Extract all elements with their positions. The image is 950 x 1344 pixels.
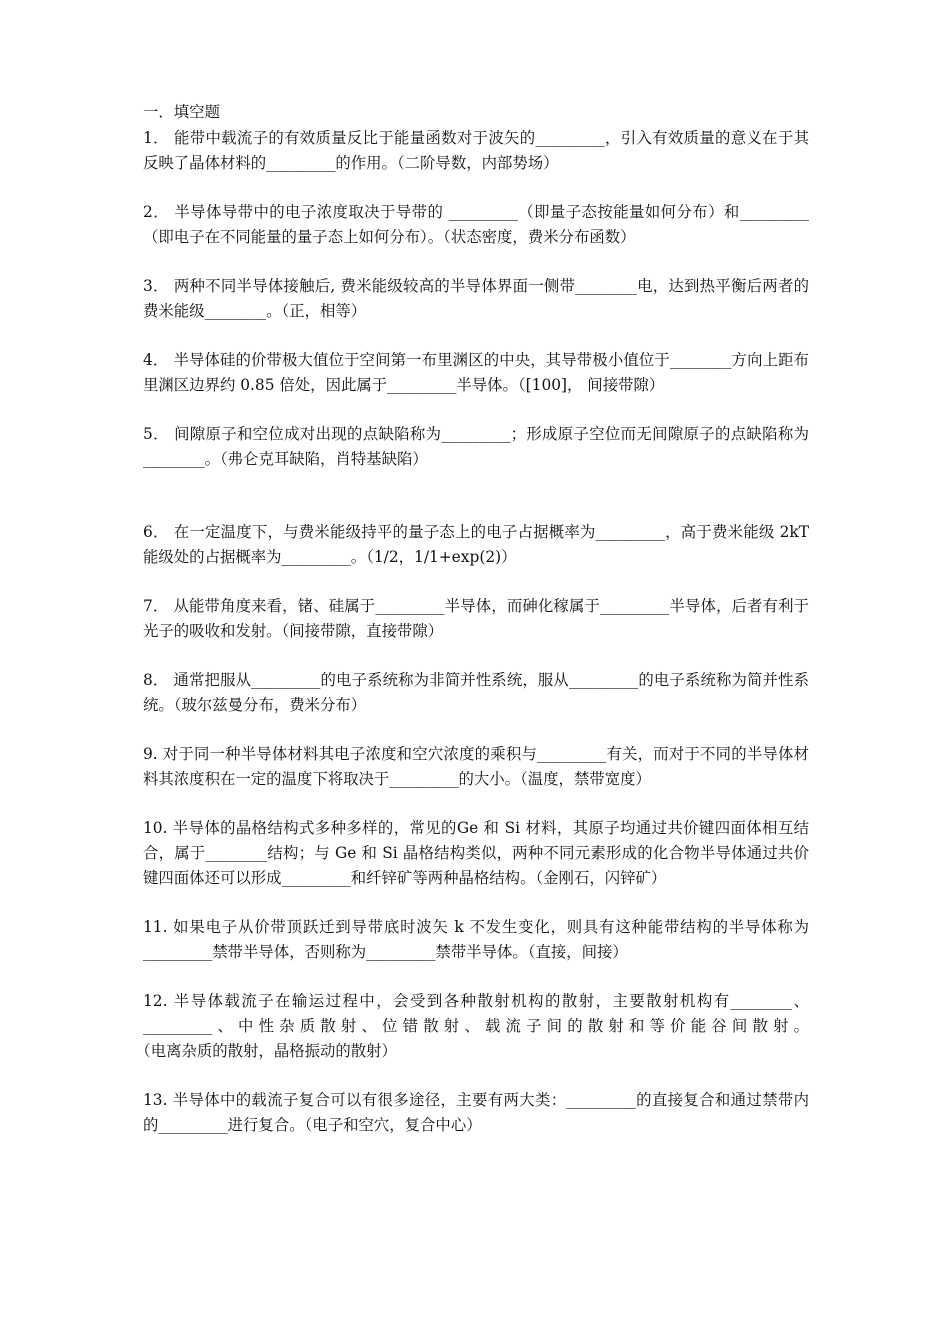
- question-answer: （电离杂质的散射，晶格振动的散射）: [143, 1042, 397, 1060]
- question-13: [143, 1088, 809, 1138]
- question-text: 4． 半导体硅的价带极大值位于空间第一布里渊区的中央，其导带极小值位于________方向上距布里渊区边界约 0.85 倍处，因此属于_________半导体。: [143, 351, 809, 394]
- question-2: [143, 200, 809, 250]
- question-text: 1． 能带中载流子的有效质量反比于能量函数对于波矢的_________，引入有效质量的意义在于其反映了晶体材料的_________的作用。: [143, 129, 809, 172]
- question-answer: （直接，间接）: [527, 943, 628, 961]
- question-9: [143, 742, 809, 792]
- question-text: 7． 从能带角度来看，锗、硅属于_________半导体，而砷化稼属于_________半导体，后者有利于光子的吸收和发射。: [143, 597, 809, 640]
- question-text: 5． 间隙原子和空位成对出现的点缺陷称为_________；形成原子空位而无间隙原子的点缺陷称为________。: [143, 425, 809, 468]
- question-4: [143, 348, 809, 398]
- question-text: 12. 半导体载流子在输运过程中，会受到各种散射机构的散射，主要散射机构有________、 _________、中性杂质散射、位错散射、载流子间的散射和等价能谷间散射。: [143, 992, 809, 1035]
- question-7: [143, 594, 809, 644]
- question-text: 2． 半导体导带中的电子浓度取决于导带的 _________（即量子态按能量如何分布）和_________（即电子在不同能量的量子态上如何分布）。: [143, 203, 809, 246]
- question-answer: （间接带隙，直接带隙）: [281, 622, 444, 640]
- question-text: 9. 对于同一种半导体材料其电子浓度和空穴浓度的乘积与_________有关，而对于不同的半导体材料其浓度积在一定的温度下将取决于_________的大小。: [143, 745, 809, 788]
- question-3: [143, 274, 809, 324]
- question-answer: （金刚石，闪锌矿）: [535, 869, 667, 887]
- question-answer: （温度，禁带宽度）: [520, 770, 651, 788]
- question-5: [143, 422, 809, 472]
- question-text: 6． 在一定温度下，与费米能级持平的量子态上的电子占据概率为_________，高于费米能级 2kT 能级处的占据概率为_________。: [143, 523, 809, 566]
- question-6: [143, 520, 809, 570]
- question-8: [143, 668, 809, 718]
- question-10: [143, 816, 809, 891]
- question-answer: （二阶导数，内部势场）: [396, 154, 559, 172]
- question-text: 3． 两种不同半导体接触后, 费米能级较高的半导体界面一侧带________电，达到热平衡后两者的费米能级________。: [143, 277, 809, 320]
- question-text: 13. 半导体中的载流子复合可以有很多途径，主要有两大类：_________的直接复合和通过禁带内的_________进行复合。: [143, 1091, 809, 1134]
- question-answer: （1/2，1/1+exp(2)）: [366, 548, 517, 566]
- question-answer: （电子和空穴，复合中心）: [304, 1116, 482, 1134]
- question-1: [143, 126, 809, 176]
- question-text: 11. 如果电子从价带顶跃迁到导带底时波矢 k 不发生变化，则具有这种能带结构的半导体称为_________禁带半导体，否则称为_________禁带半导体。: [143, 918, 809, 961]
- question-answer: （[100]， 间接带隙）: [517, 376, 665, 394]
- section-title: 一．填空题: [143, 103, 220, 121]
- question-answer: （玻尔兹曼分布，费米分布）: [173, 696, 367, 714]
- question-text: 10. 半导体的晶格结构式多种多样的，常见的Ge 和 Si 材料，其原子均通过共价键四面体相互结合，属于________结构；与 Ge 和 Si 晶格结构类似，两种不同元素形成的化合物半导体通过共价键四面体还可以形成_________和纤锌矿等两种晶格结构。: [143, 819, 809, 887]
- question-text: 8． 通常把服从_________的电子系统称为非简并性系统，服从_________的电子系统称为简并性系统。: [143, 671, 809, 714]
- question-answer: （状态密度，费米分布函数）: [443, 228, 636, 246]
- document-page: [143, 100, 809, 1162]
- question-answer: （正，相等）: [281, 302, 367, 320]
- question-11: [143, 915, 809, 965]
- question-12: [143, 989, 809, 1064]
- question-answer: （弗仑克耳缺陷，肖特基缺陷）: [219, 450, 428, 468]
